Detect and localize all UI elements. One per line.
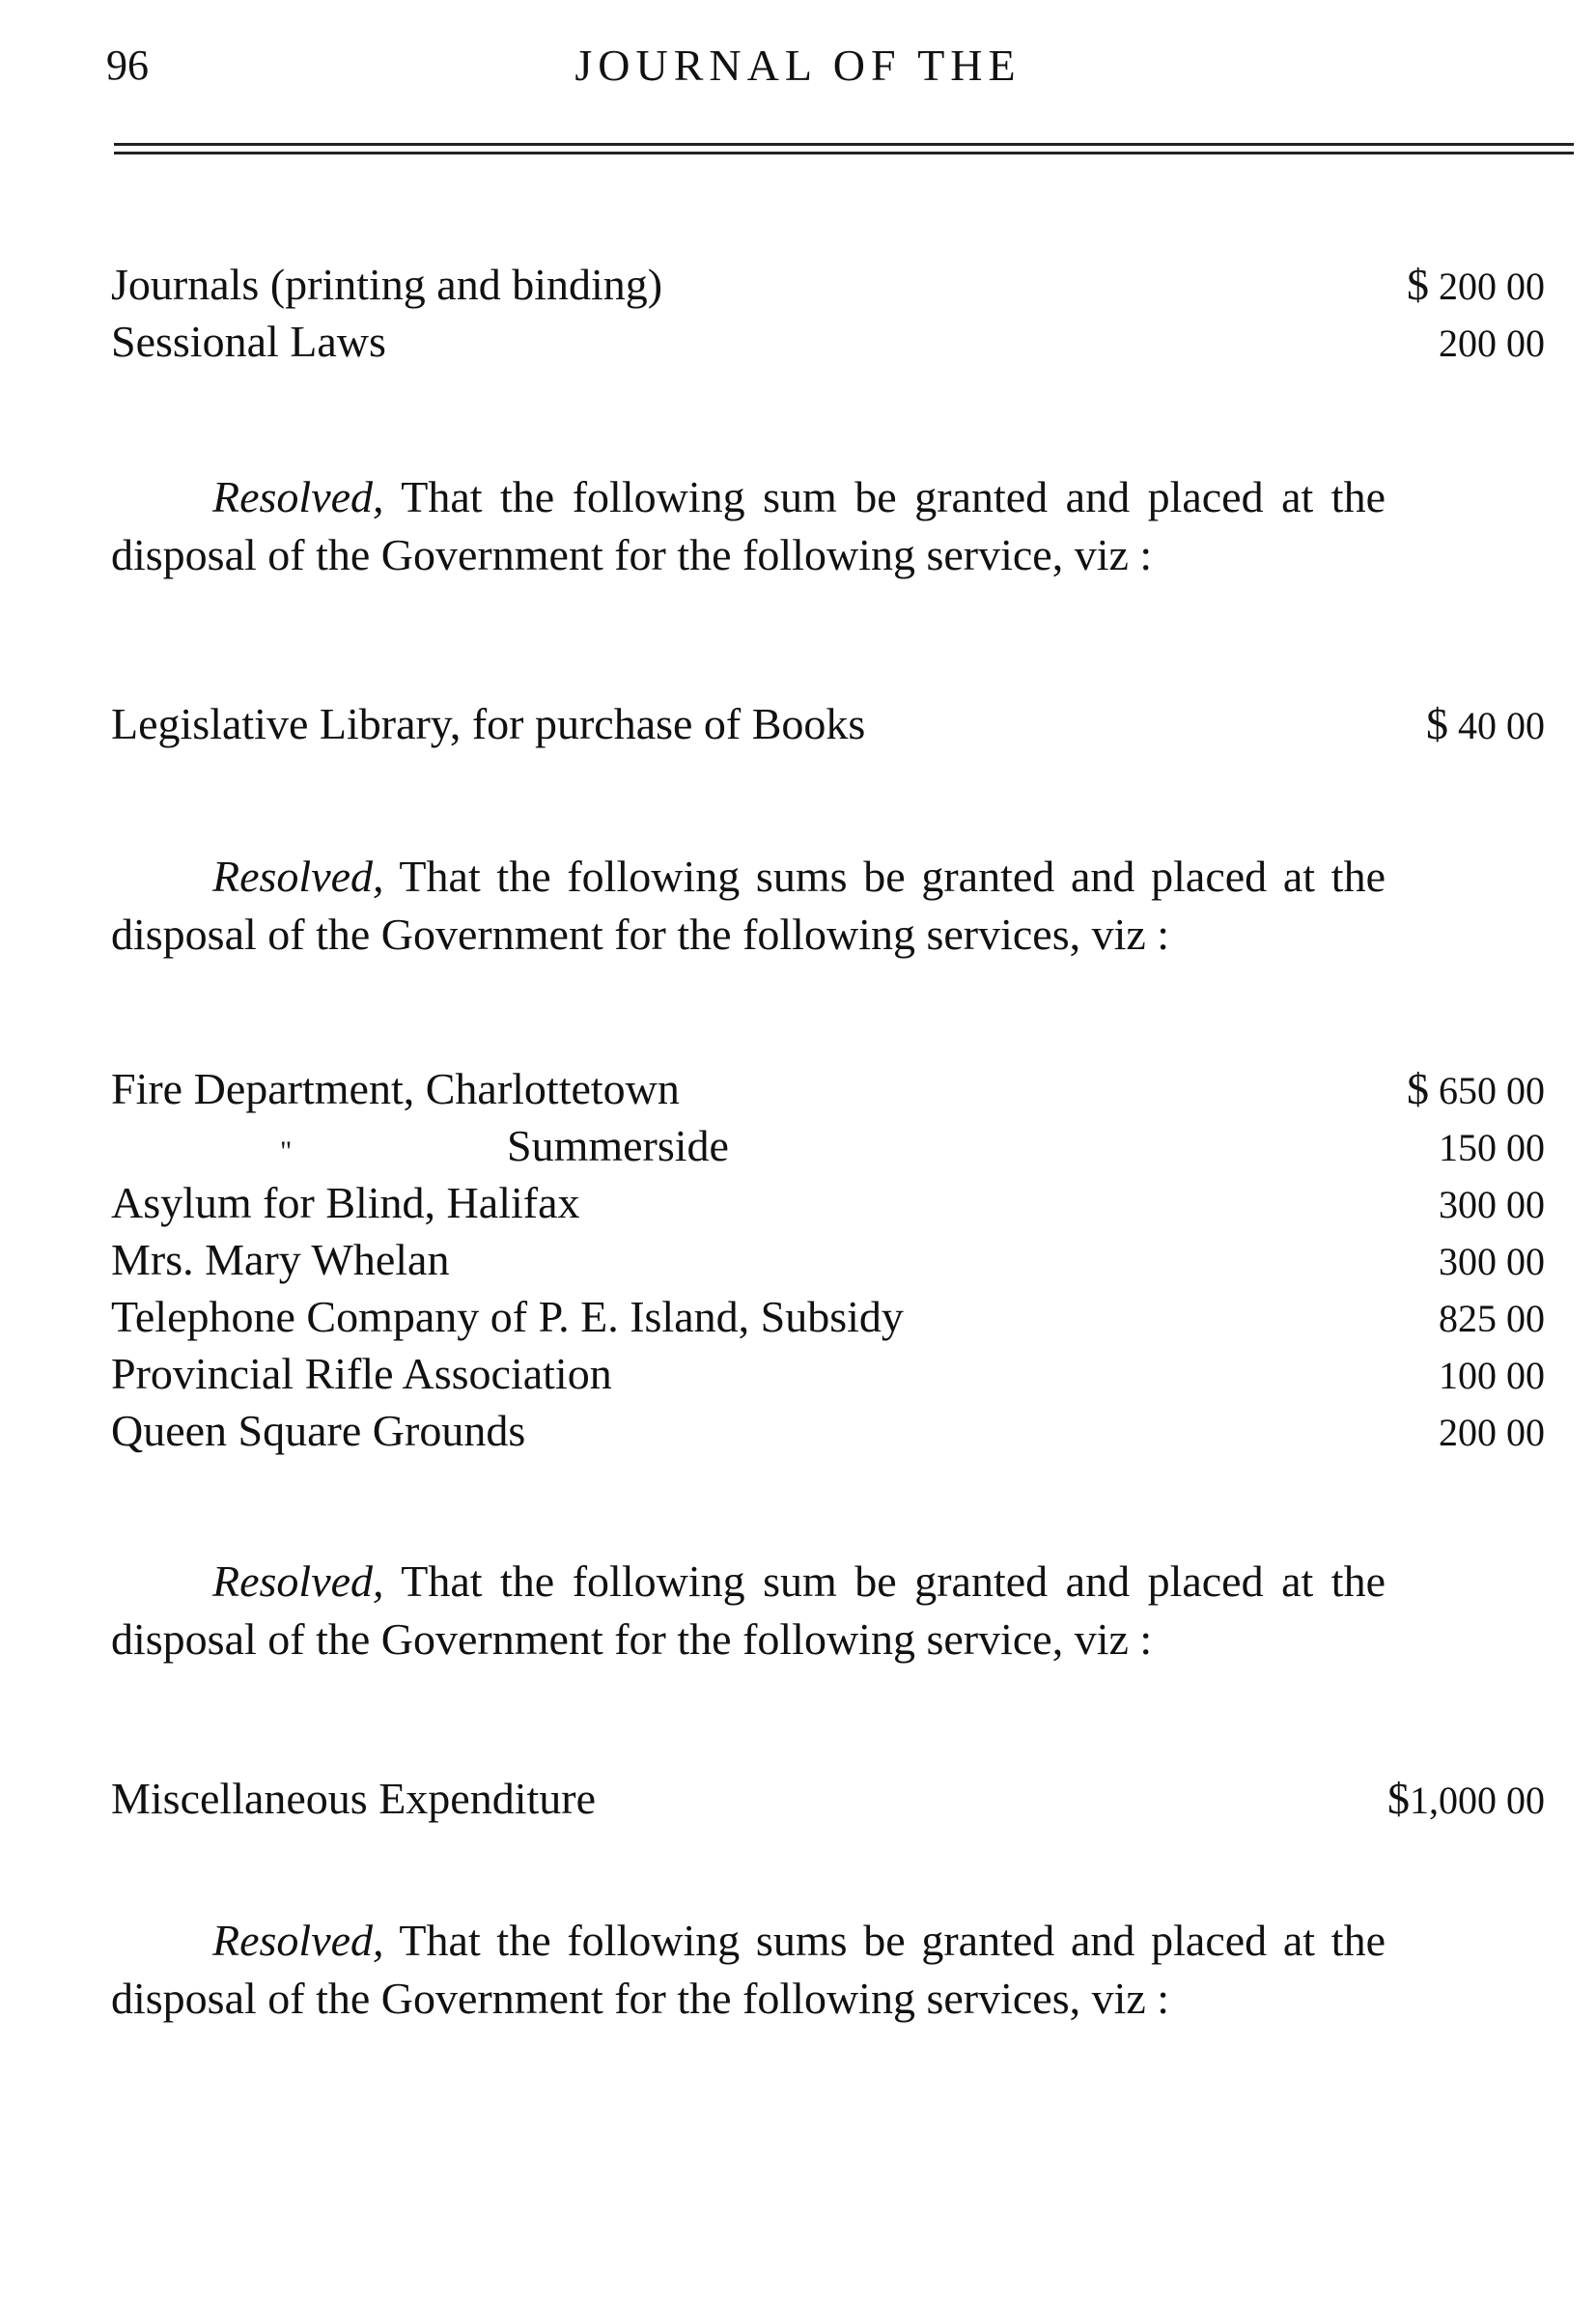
amount-value: 300 00: [1439, 1240, 1545, 1283]
amount-value: 200 00: [1439, 265, 1545, 308]
item-amount: [1439, 315, 1545, 372]
resolution-text: That the following sums be granted and placed at the disposal of the Government for the following services, viz :: [111, 852, 1386, 959]
item-description: Miscellaneous Expenditure: [111, 1774, 597, 1823]
item-description: Queen Square Grounds: [111, 1406, 526, 1455]
resolution-text: That the following sum be granted and placed at the disposal of the Government for the following service, viz :: [111, 472, 1386, 579]
amount-value: 300 00: [1439, 1183, 1545, 1226]
resolved-keyword: Resolved,: [212, 852, 384, 901]
appropriation-list-library: [111, 695, 1545, 752]
amount-value: 200 00: [1439, 322, 1545, 365]
item-amount: [1387, 1770, 1545, 1829]
currency-symbol: $: [1426, 699, 1448, 748]
list-item: [111, 1770, 1545, 1827]
amount-value: 40 00: [1458, 704, 1545, 747]
list-item: [111, 1231, 1545, 1288]
item-amount: [1439, 1347, 1545, 1404]
item-amount: [1439, 1404, 1545, 1461]
item-amount: [1407, 1060, 1545, 1119]
header-rule-bottom: [114, 152, 1574, 154]
appropriation-list-printing: [111, 256, 1545, 370]
resolved-keyword: Resolved,: [212, 472, 384, 521]
amount-value: 100 00: [1439, 1354, 1545, 1397]
amount-value: 650 00: [1439, 1069, 1545, 1112]
list-item: [111, 1288, 1545, 1345]
item-amount: [1426, 695, 1545, 754]
resolved-keyword: Resolved,: [212, 1916, 384, 1965]
currency-symbol: $: [1407, 1064, 1429, 1113]
amount-value: 150 00: [1439, 1126, 1545, 1169]
item-description: Asylum for Blind, Halifax: [111, 1178, 580, 1227]
item-description: Summerside: [507, 1121, 729, 1170]
resolution-text: That the following sums be granted and placed at the disposal of the Government for the following services, viz :: [111, 1916, 1386, 2023]
item-description: Sessional Laws: [111, 317, 386, 366]
item-description: Provincial Rifle Association: [111, 1349, 612, 1398]
item-amount: [1439, 1176, 1545, 1233]
resolved-keyword: Resolved,: [212, 1556, 384, 1606]
item-description: Legislative Library, for purchase of Books: [111, 699, 866, 748]
list-item: [111, 1174, 1545, 1231]
list-item: [111, 1117, 1545, 1174]
amount-value: 825 00: [1439, 1297, 1545, 1340]
item-amount: [1439, 1290, 1545, 1347]
header-rule-top: [114, 143, 1574, 146]
list-item: [111, 1060, 1545, 1117]
item-amount: [1439, 1233, 1545, 1290]
resolution-text: That the following sum be granted and placed at the disposal of the Government for the following service, viz :: [111, 1556, 1386, 1664]
item-amount: [1407, 256, 1545, 315]
amount-value: 1,000 00: [1410, 1779, 1545, 1822]
appropriation-list-miscellaneous: [111, 1770, 1545, 1827]
resolution-paragraph: [111, 1912, 1386, 2028]
item-description: Mrs. Mary Whelan: [111, 1235, 450, 1284]
currency-symbol: $: [1387, 1774, 1410, 1823]
amount-value: 200 00: [1439, 1411, 1545, 1454]
list-item: [111, 313, 1545, 370]
currency-symbol: $: [1407, 260, 1429, 309]
list-item: [111, 1402, 1545, 1459]
resolution-paragraph: [111, 848, 1386, 964]
item-description: Journals (printing and binding): [111, 260, 663, 309]
running-title: JOURNAL OF THE: [574, 41, 1022, 90]
list-item: [111, 1345, 1545, 1402]
item-description: Fire Department, Charlottetown: [111, 1064, 680, 1113]
resolution-paragraph: [111, 468, 1386, 584]
list-item: [111, 695, 1545, 752]
resolution-paragraph: [111, 1553, 1386, 1668]
list-item: [111, 256, 1545, 313]
appropriation-list-services: [111, 1060, 1545, 1459]
item-description: Telephone Company of P. E. Island, Subsidy: [111, 1292, 904, 1341]
item-amount: [1439, 1119, 1545, 1176]
page-number: 96: [106, 42, 149, 89]
ditto-mark: ": [280, 1135, 293, 1167]
